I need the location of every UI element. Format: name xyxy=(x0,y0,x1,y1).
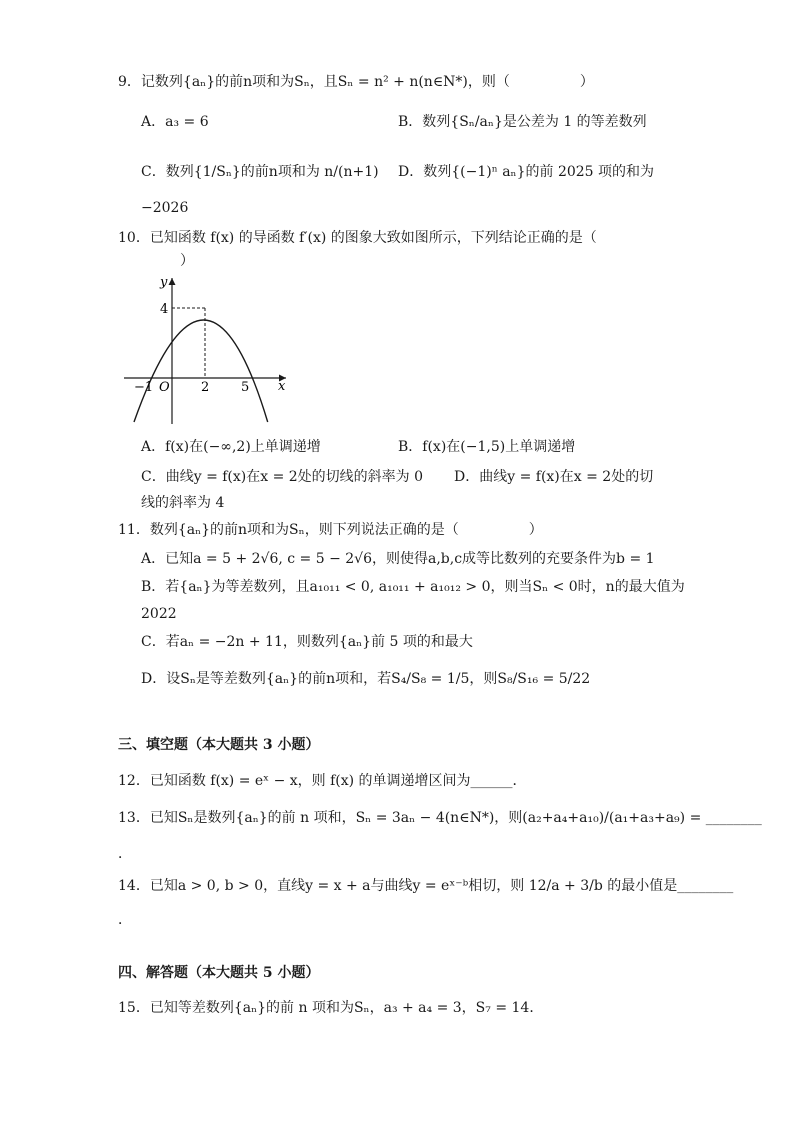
section-3-heading: 三、填空题（本大题共 3 小题） xyxy=(118,737,320,753)
derivative-graph xyxy=(120,272,300,432)
q9-stem: 9．记数列{aₙ}的前n项和为Sₙ，且Sₙ = n² + n(n∈N*)，则（ ） xyxy=(118,74,594,90)
q11-option-a: A．已知a = 5 + 2√6, c = 5 − 2√6，则使得a,b,c成等比数列的充要条件为b = 1 xyxy=(141,551,655,567)
q10-stem-continued: ） xyxy=(180,253,194,269)
q13: 13．已知Sₙ是数列{aₙ}的前 n 项和，Sₙ = 3aₙ − 4(n∈N*)，则(a₂+a₄+a₁₀)/(a₁+a₃+a₉) = ________ xyxy=(118,810,762,826)
q14: 14．已知a > 0, b > 0，直线y = x + a与曲线y = eˣ⁻ᵇ相切，则 12/a + 3/b 的最小值是________ xyxy=(118,878,734,894)
y-axis-label: y xyxy=(160,275,168,290)
q9-option-d-continued: −2026 xyxy=(141,200,189,216)
x-tick-2: 2 xyxy=(201,380,210,395)
q15: 15．已知等差数列{aₙ}的前 n 项和为Sₙ，a₃ + a₄ = 3，S₇ = 14． xyxy=(118,1000,544,1016)
section-4-heading: 四、解答题（本大题共 5 小题） xyxy=(118,965,320,981)
q11-stem: 11．数列{aₙ}的前n项和为Sₙ，则下列说法正确的是（ ） xyxy=(118,522,543,538)
q10-option-c: C．曲线y = f(x)在x = 2处的切线的斜率为 0 xyxy=(141,469,424,485)
q9-option-b: B．数列{Sₙ/aₙ}是公差为 1 的等差数列 xyxy=(398,114,647,130)
q12: 12．已知函数 f(x) = eˣ − x，则 f(x) 的单调递增区间为______． xyxy=(118,773,527,789)
q9-option-c: C．数列{1/Sₙ}的前n项和为 n/(n+1) xyxy=(141,164,379,180)
q10-stem: 10．已知函数 f(x) 的导函数 f′(x) 的图象大致如图所示，下列结论正确的是（ xyxy=(118,230,597,246)
x-tick-minus1: −1 xyxy=(134,380,154,395)
q11-option-c: C．若aₙ = −2n + 11，则数列{aₙ}前 5 项的和最大 xyxy=(141,634,473,650)
q10-option-b: B．f(x)在(−1,5)上单调递增 xyxy=(398,439,576,455)
x-axis-label: x xyxy=(278,379,286,394)
q11-option-d: D．设Sₙ是等差数列{aₙ}的前n项和，若S₄/S₈ = 1/5，则S₈/S₁₆ = 5/22 xyxy=(141,671,591,687)
q11-option-b-continued: 2022 xyxy=(141,606,177,622)
origin-label: O xyxy=(159,380,170,395)
q10-option-a: A．f(x)在(−∞,2)上单调递增 xyxy=(141,439,321,455)
derivative-curve xyxy=(134,320,268,422)
x-tick-5: 5 xyxy=(241,380,250,395)
q11-option-b: B．若{aₙ}为等差数列，且a₁₀₁₁ < 0, a₁₀₁₁ + a₁₀₁₂ > 0，则当Sₙ < 0时，n的最大值为 xyxy=(141,579,685,595)
q14-end: ． xyxy=(118,912,132,928)
q10-option-d-continued: 线的斜率为 4 xyxy=(141,495,225,511)
q10-option-d: D．曲线y = f(x)在x = 2处的切 xyxy=(454,469,654,485)
q9-option-a: A．a₃ = 6 xyxy=(141,114,209,130)
q9-option-d: D．数列{(−1)ⁿ aₙ}的前 2025 项的和为 xyxy=(398,164,655,180)
q13-end: ． xyxy=(118,846,132,862)
y-tick-4: 4 xyxy=(160,302,169,317)
